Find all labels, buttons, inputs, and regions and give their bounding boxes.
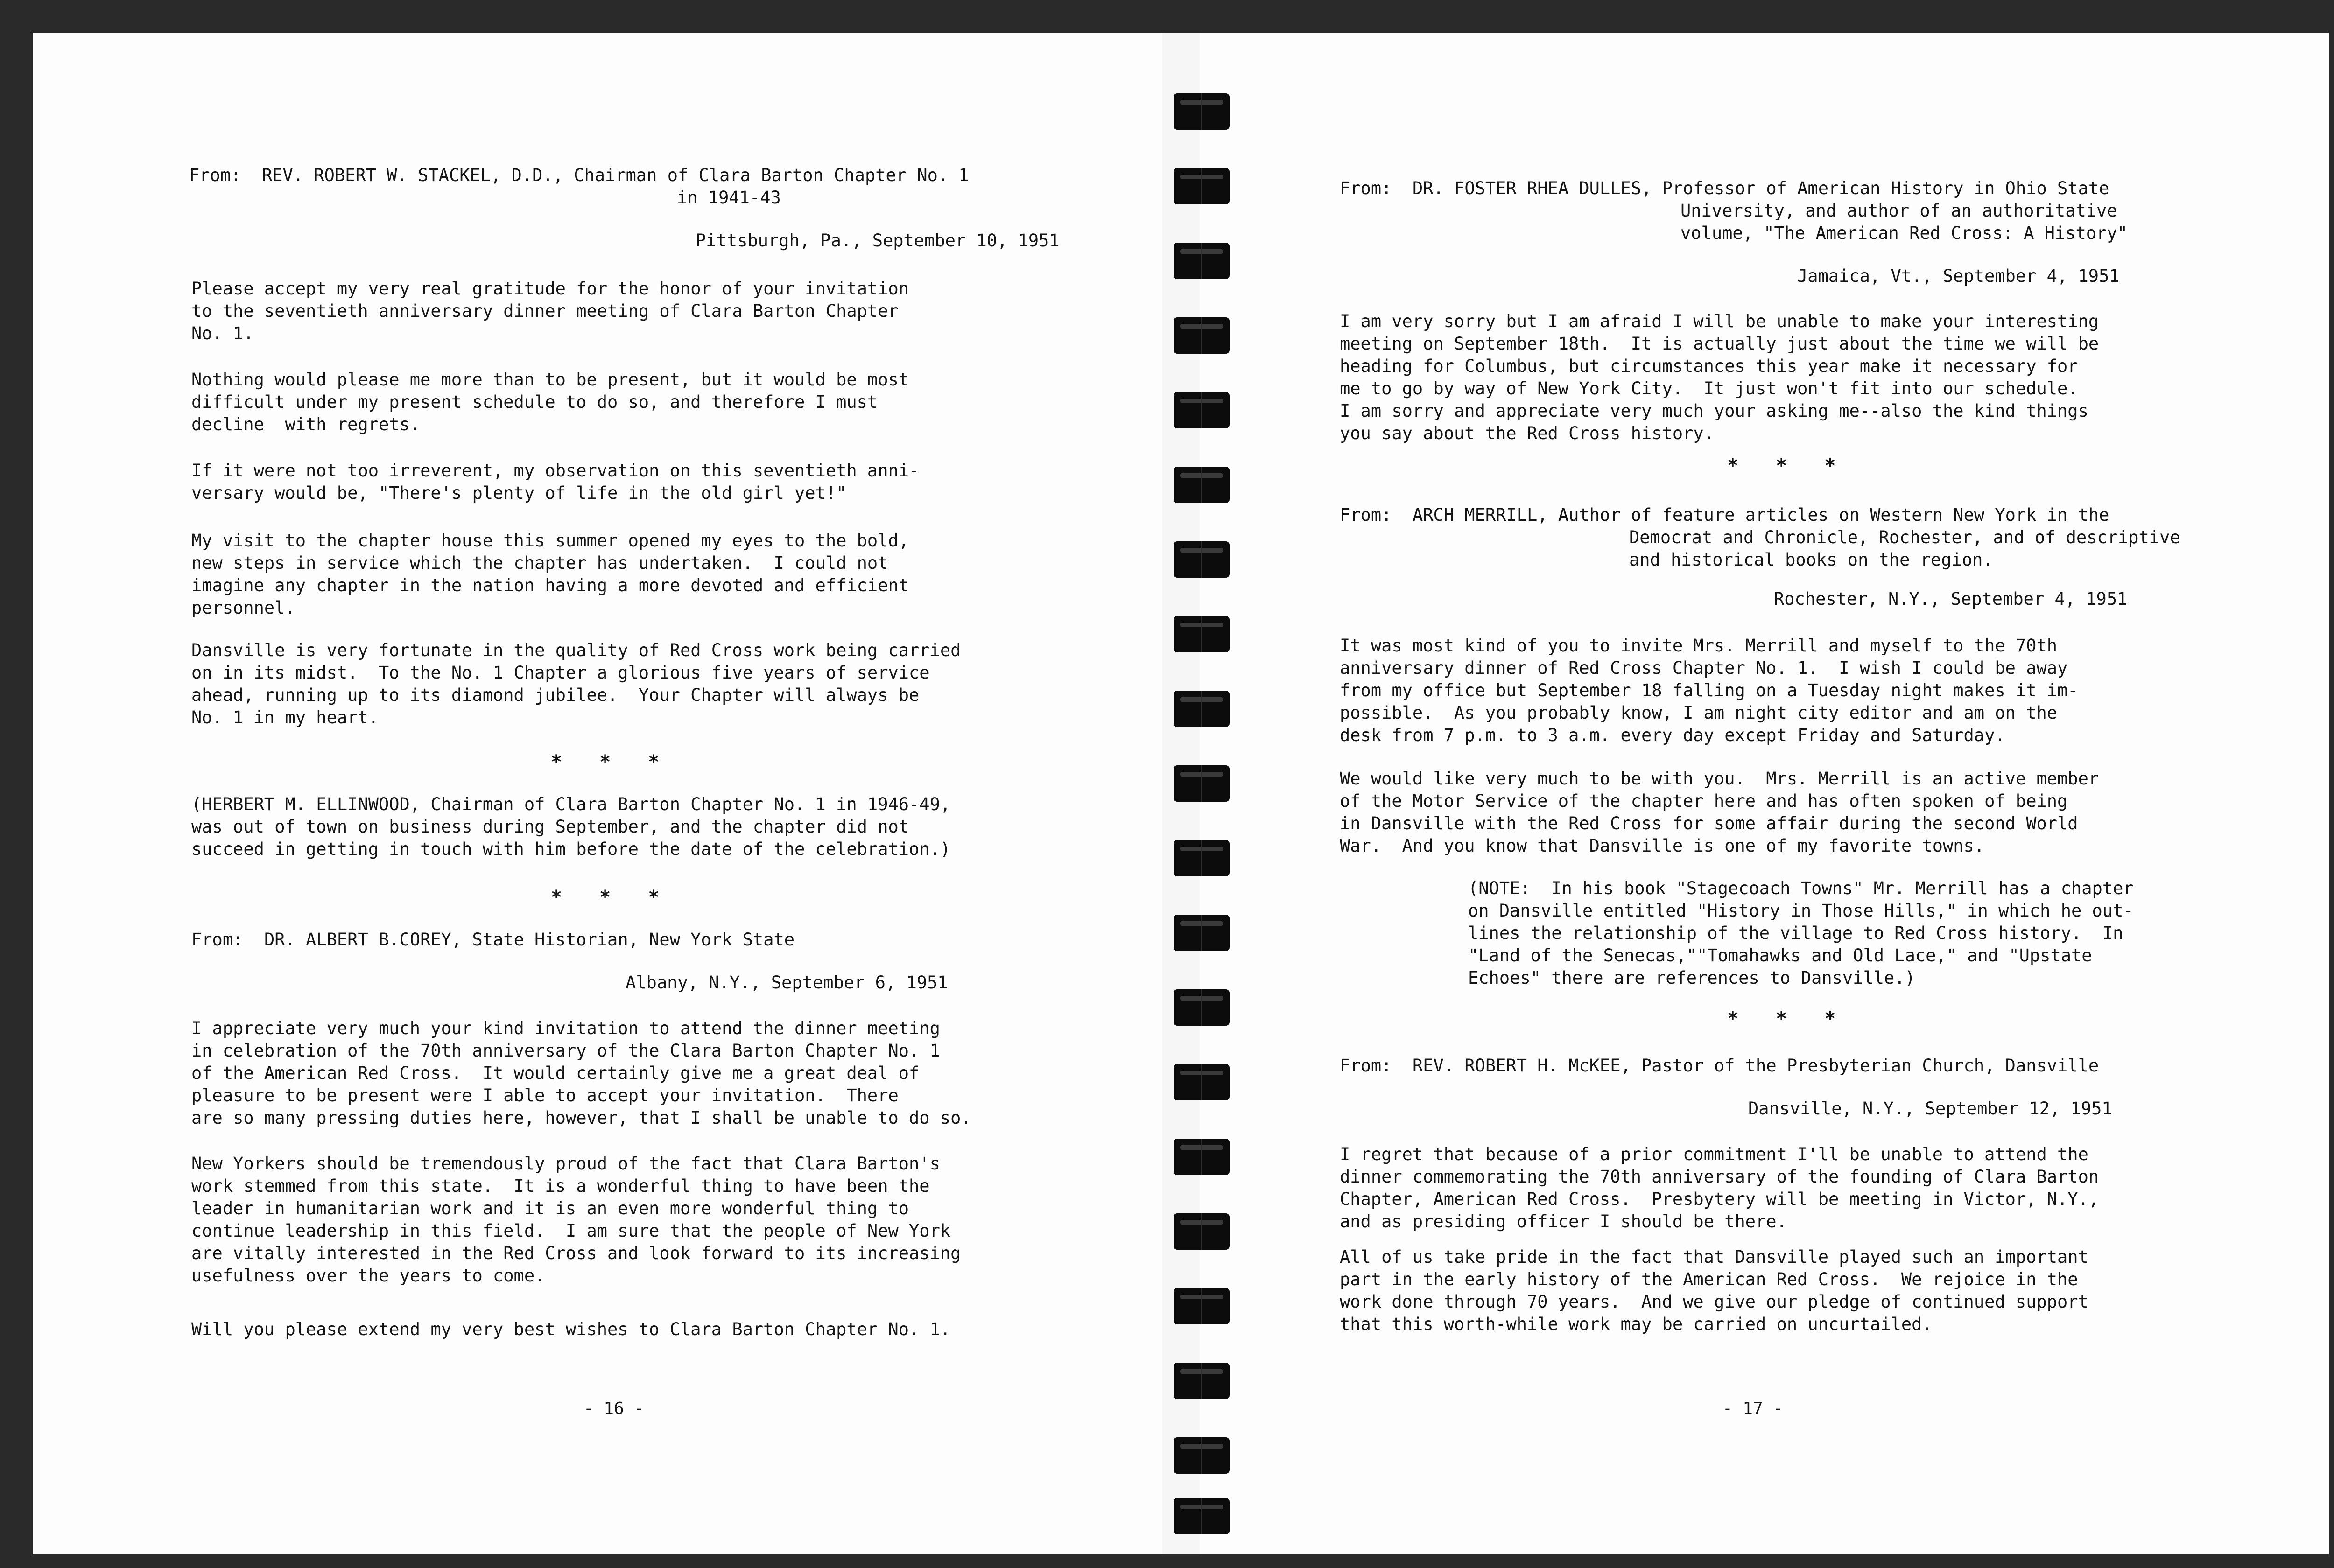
binding-ring (1174, 1363, 1230, 1399)
sender-continuation: in 1941-43 (677, 188, 781, 208)
binding-ring (1174, 93, 1230, 130)
left-page (33, 33, 1162, 1554)
binding-ring (1174, 691, 1230, 727)
page-number: - 17 - (1722, 1399, 1784, 1418)
sender-line: DR. ALBERT B.COREY, State Historian, New York State (264, 930, 795, 950)
from-label: From: (1340, 178, 1392, 198)
binding-ring (1174, 467, 1230, 503)
binding-ring (1174, 616, 1230, 652)
binding-ring (1174, 1139, 1230, 1175)
section-separator: * * * (551, 751, 673, 773)
binding-ring (1174, 1213, 1230, 1250)
binding-ring (1174, 915, 1230, 951)
section-separator: * * * (1727, 455, 1849, 476)
binding-ring (1174, 168, 1230, 204)
section-separator: * * * (551, 887, 673, 908)
place-date: Albany, N.Y., September 6, 1951 (626, 973, 948, 993)
paragraph: I am very sorry but I am afraid I will be unable to make your interesting meeting on September 18th. It is actually just about the time we will be heading for Columbus, but circumstances this year make it necessary for me to go by way of New York City. It just won't fit into our schedule. I am sorry and appreciate very much your asking me--also the kind things you say about the Red Cross history. (1340, 311, 2099, 443)
binding-ring (1174, 1498, 1230, 1534)
paragraph: Dansville is very fortunate in the quality of Red Cross work being carried on in its midst. To the No. 1 Chapter a glorious five years of service ahead, running up to its diamond jubilee. Your Chapter will always be No. 1 in my heart. (191, 640, 961, 728)
letter-header (1340, 1055, 2099, 1077)
binding-ring (1174, 392, 1230, 428)
book-spread (33, 33, 2329, 1554)
right-page (1200, 33, 2329, 1554)
place-date: Pittsburgh, Pa., September 10, 1951 (696, 231, 1060, 251)
binding-ring (1174, 1064, 1230, 1100)
binding-ring (1174, 541, 1230, 578)
note-paragraph: (NOTE: In his book "Stagecoach Towns" Mr. Merrill has a chapter on Dansville entitled "History in Those Hills," in which he out- lines the relationship of the village to Red Cross history. In "Land of the Senecas,""Tomahawks and Old Lace," and "Upstate Echoes" there are references to Dansville.) (1468, 878, 2134, 988)
paragraph: Nothing would please me more than to be present, but it would be most difficult under my present schedule to do so, and therefore I must decline with regrets. (191, 370, 909, 434)
paragraph: My visit to the chapter house this summer opened my eyes to the bold, new steps in service which the chapter has undertaken. I could not imagine any chapter in the nation having a more devoted and efficient personnel. (191, 531, 909, 618)
from-label: From: (1340, 505, 1392, 525)
paragraph: I appreciate very much your kind invitation to attend the dinner meeting in celebration of the 70th anniversary of the Clara Barton Chapter No. 1 of the American Red Cross. It would certainly give me a great deal of pleasure to be present were I able to accept your invitation. There are so many pressing duties here, however, that I shall be unable to do so. (191, 1018, 971, 1128)
letter-header (1340, 504, 2109, 526)
paragraph: New Yorkers should be tremendously proud of the fact that Clara Barton's work stemmed from this state. It is a wonderful thing to have been the leader in humanitarian work and it is an even more wonderful thing to continue leadership in this field. I am sure that the people of New York are vitally interested in the Red Cross and look forward to its increasing usefulness over the years to come. (191, 1154, 961, 1286)
paragraph: It was most kind of you to invite Mrs. Merrill and myself to the 70th anniversary dinner of Red Cross Chapter No. 1. I wish I could be away from my office but September 18 falling on a Tuesday night makes it im- possible. As you probably know, I am night city editor and am on the desk from 7 p.m. to 3 a.m. every day except Friday and Saturday. (1340, 636, 2078, 745)
paragraph: If it were not too irreverent, my observation on this seventieth anni- versary would be, "There's plenty of life in the old girl yet!" (191, 461, 920, 503)
binding-ring (1174, 317, 1230, 354)
paragraph: All of us take pride in the fact that Dansville played such an important part in the early history of the American Red Cross. We rejoice in the work done through 70 years. And we give our pledge of continued support that this worth-while work may be carried on uncurtailed. (1340, 1247, 2088, 1334)
sender-line: REV. ROBERT H. McKEE, Pastor of the Presbyterian Church, Dansville (1412, 1056, 2099, 1076)
sender-line: DR. FOSTER RHEA DULLES, Professor of American History in Ohio State (1412, 178, 2109, 198)
place-date: Jamaica, Vt., September 4, 1951 (1797, 266, 2120, 286)
letter-header (1340, 177, 2109, 200)
place-date: Dansville, N.Y., September 12, 1951 (1748, 1099, 2112, 1119)
sender-line: REV. ROBERT W. STACKEL, D.D., Chairman of Clara Barton Chapter No. 1 (261, 165, 969, 185)
sender-continuation: University, and author of an authoritative volume, "The American Red Cross: A History" (1680, 201, 2128, 243)
place-date: Rochester, N.Y., September 4, 1951 (1774, 589, 2128, 609)
note-paragraph: (HERBERT M. ELLINWOOD, Chairman of Clara Barton Chapter No. 1 in 1946-49, was out of town on business during September, and the chapter did not succeed in getting in touch with him before the date of the celebration.) (191, 794, 951, 859)
section-separator: * * * (1727, 1008, 1849, 1029)
page-number: - 16 - (584, 1399, 645, 1418)
from-label: From: (1340, 1056, 1392, 1076)
binding-ring (1174, 243, 1230, 279)
letter-header (191, 929, 794, 951)
paragraph: Please accept my very real gratitude for the honor of your invitation to the seventieth anniversary dinner meeting of Clara Barton Chapter No. 1. (191, 279, 909, 343)
binding-ring (1174, 765, 1230, 802)
binding-ring (1174, 989, 1230, 1026)
binding-ring (1174, 1437, 1230, 1474)
paragraph: We would like very much to be with you. Mrs. Merrill is an active member of the Motor Service of the chapter here and has often spoken of being in Dansville with the Red Cross for some affair during the second World War. And you know that Dansville is one of my favorite towns. (1340, 769, 2099, 856)
binding-ring (1174, 1288, 1230, 1324)
binding-ring (1174, 840, 1230, 876)
paragraph: I regret that because of a prior commitment I'll be unable to attend the dinner commemorating the 70th anniversary of the founding of Clara Barton Chapter, American Red Cross. Presbytery will be meeting in Victor, N.Y., and as presiding officer I should be there. (1340, 1144, 2099, 1232)
sender-continuation: Democrat and Chronicle, Rochester, and of descriptive and historical books on the region. (1629, 527, 2180, 570)
from-label: From: (189, 165, 241, 185)
letter-header (189, 164, 969, 187)
sender-line: ARCH MERRILL, Author of feature articles on Western New York in the (1412, 505, 2109, 525)
paragraph: Will you please extend my very best wishes to Clara Barton Chapter No. 1. (191, 1319, 951, 1339)
from-label: From: (191, 930, 244, 950)
